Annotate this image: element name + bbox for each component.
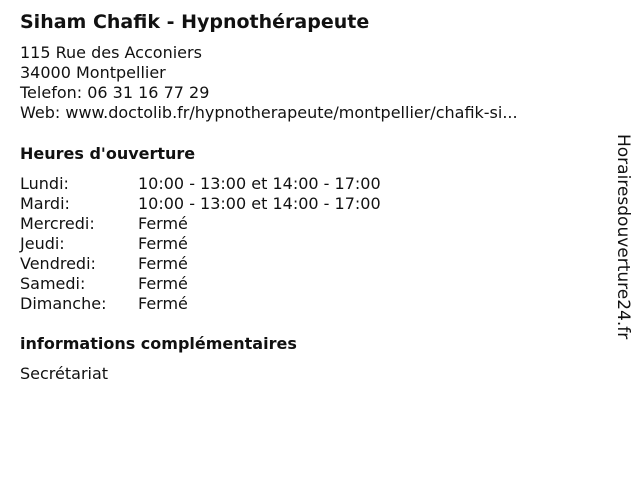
hours-row-thursday	[20, 234, 381, 254]
hours-row-monday	[20, 174, 381, 194]
hours-row-wednesday	[20, 214, 381, 234]
hours-row-tuesday	[20, 194, 381, 214]
contact-info	[20, 43, 518, 123]
day-label: Mercredi:	[20, 214, 95, 233]
business-title: Siham Chafik - Hypnothérapeute	[20, 11, 370, 33]
hours-row-friday	[20, 254, 381, 274]
day-label: Dimanche:	[20, 294, 107, 313]
time-value: Fermé	[138, 294, 188, 313]
extra-info-heading: informations complémentaires	[20, 334, 297, 353]
website-link[interactable]: Web: www.doctolib.fr/hypnotherapeute/montpellier/chafik-si...	[20, 103, 518, 122]
extra-info-text: Secrétariat	[20, 364, 109, 383]
day-label: Jeudi:	[20, 234, 65, 253]
hours-row-sunday	[20, 294, 381, 314]
time-value: 10:00 - 13:00 et 14:00 - 17:00	[138, 174, 381, 193]
time-value: 10:00 - 13:00 et 14:00 - 17:00	[138, 194, 381, 213]
opening-hours-list	[20, 174, 381, 314]
day-label: Vendredi:	[20, 254, 96, 273]
time-value: Fermé	[138, 274, 188, 293]
time-value: Fermé	[138, 234, 188, 253]
city-address: 34000 Montpellier	[20, 63, 166, 82]
site-watermark: Horairesdouverture24.fr	[613, 134, 633, 340]
phone-number: Telefon: 06 31 16 77 29	[20, 83, 210, 102]
time-value: Fermé	[138, 214, 188, 233]
day-label: Mardi:	[20, 194, 70, 213]
day-label: Lundi:	[20, 174, 69, 193]
street-address: 115 Rue des Acconiers	[20, 43, 202, 62]
hours-row-saturday	[20, 274, 381, 294]
time-value: Fermé	[138, 254, 188, 273]
hours-heading: Heures d'ouverture	[20, 144, 196, 163]
day-label: Samedi:	[20, 274, 86, 293]
